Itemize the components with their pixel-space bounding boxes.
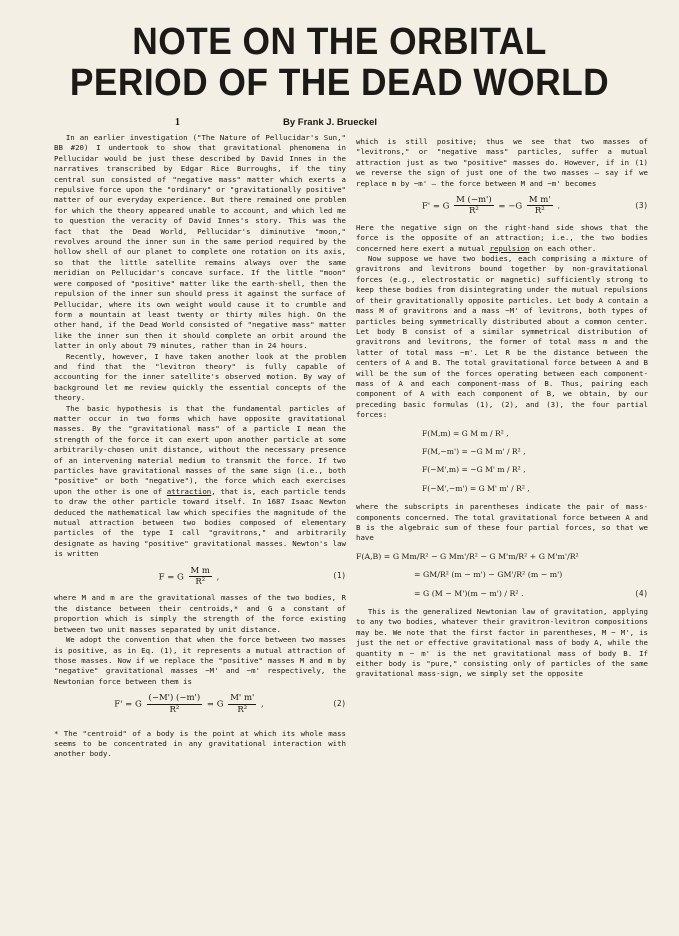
left-column	[54, 133, 346, 760]
article-title	[24, 22, 655, 104]
paragraph: This is the generalized Newtonian law of gravitation, applying to any two bodies, whatever their gravitron-levitron compositions may be. We note that the first factor in parentheses, M − M', is just the net or effective gravitational mass of body A, while the quantity m − m' is the net gravitational mass of body B. If either body is "pure," consisting only of particles of the same gravitational mass-sign, we simply set the opposite	[356, 607, 648, 679]
equation-1: F = G $\frac{\text{M m}}{\text{R²}}$ , (1)	[158, 565, 346, 588]
paragraph: Recently, however, I have taken another look at the problem and find that the "levitron theory" is fully capable of accounting for the inner satellite's observed motion. By way of background let me review quickly the essential concepts of the theory.	[54, 351, 346, 403]
numerator: M m	[190, 565, 210, 576]
equation-3: F' = G $\frac{M (-m')}{\text{R²}}$ = −G $\frac{\text{M m'}}{\text{R²}}$ . (3)	[421, 195, 648, 217]
denominator: R²	[534, 206, 545, 217]
numerator: M m'	[528, 195, 551, 206]
emphasis-repulsion: repulsion	[489, 243, 530, 253]
paragraph: Now suppose we have two bodies, each comprising a mixture of gravitrons and levitrons bound together by non-gravitational forces (e.g., electrostatic or magnetic) sufficiently strong to keep these bodies from disintegrating under the mutual repulsions of their gravitationally opposite particles. Let body A contain a mass M of gravitrons and a mass −M' of levitrons, both types of particles being symmetrically distributed about a common center. Let body B consist of a similar symmetrical distribution of gravitrons and levitrons, the former of total mass m and the latter of total mass −m'. Let R be the distance between the centers of A and B. The total gravitational force between A and B will be the sum of the forces operating between each component-mass of A and each component-mass of B. Thus, pairing each component of A with each component of B, we obtain, by our preceding basic formulas (1), (2), and (3), the four partial forces:	[356, 254, 648, 420]
footnote: * The "centroid" of a body is the point at which its whole mass seems to be concentrated in any gravitational interaction with another body.	[54, 728, 346, 759]
numerator: (−M') (−m')	[148, 693, 201, 704]
eq-mid: = G	[206, 699, 224, 710]
eq-lhs: F' = G	[421, 201, 450, 212]
equation-2: F' = G $\frac{(-M') (-m')}{\text{R²}}$ = G $\frac{M' m'}{\text{R²}}$ , (2)	[114, 693, 346, 715]
partial-force-1: F(M,m) = G M m / R² ,	[422, 428, 509, 438]
paragraph: which is still positive; thus we see that two masses of "levitrons," or "negative mass" particles, suffer a mutual attraction just as two "positive" masses do. However, if in (1) we reverse the sign of just one of the two masses — say if we replace m by −m' — the force between M and −m' becomes	[356, 137, 648, 188]
text-run: , that is, each particle tends to draw the other particle toward itself. In 1687 Isaac Newton deduced the mathematical law which specifies the magnitude of the mutual attraction between two bodies composed of elementary particles of the type I call "gravitrons," and arbitrarily designate as having "positive" gravitational masses. Newton's law is written	[54, 486, 346, 559]
partial-force-4: F(−M',−m') = G M' m' / R² ,	[422, 483, 530, 493]
eq-lhs: F' = G	[114, 699, 142, 710]
partial-forces-list	[422, 429, 648, 495]
numerator: M' m'	[230, 693, 255, 704]
fraction	[147, 693, 203, 715]
paragraph: In an earlier investigation ("The Nature of Pellucidar's Sun," BB #20) I undertook to show that gravitational phenomena in Pellucidar would be just these described by David Innes in the narratives transcribed by Edgar Rice Burroughs, if the tiny central sun consisted of "negative mass" matter which exerts a repulsive force upon the "ordinary" or "gravitationally positive" matter of our everyday experience. But there remained one problem for which the theory appeared unable to account, and which led me to question the veracity of David Innes's story. This was the fact that the Dead World, Pellucidar's diminutive "moon," revolves around the inner sun in the same period required by the hollow shell of our planet to complete one rotation on its axis, so that the little satellite remains always over the same meridian on Pellucidar's concave surface. If the little "moon" were composed of "positive" matter like the earth-shell, then the repulsion of the inner sun should press it against the surface of Pellucidar, where its own weight would cause it to crumble and form a mountain at least twenty or thirty miles high. On the other hand, if the Dead World consisted of "negative mass" matter like the inner sun then it should complete an orbit around the latter in only about 79 minutes, rather than in 24 hours.	[54, 133, 346, 351]
page-number: 1	[175, 117, 180, 128]
byline: By Frank J. Brueckel	[283, 117, 377, 128]
text-run: The basic hypothesis is that the fundamental particles of matter occur in two forms which have opposite gravitational masses. By the "gravitational mass" of a particle I mean the strength of the force it can exert upon another particle at some arbitrarily-chosen unit distance, without the necessary presence of an intervening material medium to transmit the force. If two particles have gravitational masses of the same sign (i.e., both "positive" or both "negative"), the force which each exercises upon the other is one of	[54, 403, 346, 496]
paragraph: where the subscripts in parentheses indicate the pair of mass-components concerned. The total gravitational force between A and B is the algebraic sum of these four partial forces, so that we have	[356, 502, 648, 543]
equation-label: (1)	[332, 571, 346, 581]
emphasis-attraction: attraction	[166, 486, 212, 496]
text-run: on each other.	[534, 243, 597, 253]
fraction	[189, 566, 212, 588]
paragraph: where M and m are the gravitational masses of the two bodies, R the distance between their centroids,* and G a constant of proportion which is simply the strength of the force existing between two unit masses separated by unit distance.	[54, 593, 346, 634]
partial-force-3: F(−M',m) = −G M' m / R² ,	[422, 465, 526, 475]
eq-lhs: F = G	[158, 572, 184, 583]
equation-4	[356, 552, 648, 599]
eq4-line-1: F(A,B) = G Mm/R² − G Mm'/R² − G M'm/R² + G M'm'/R²	[356, 551, 579, 561]
right-column	[356, 137, 648, 680]
denominator: R²	[237, 704, 248, 715]
title-line-2: PERIOD OF THE DEAD WORLD	[69, 62, 610, 104]
fraction	[228, 693, 256, 715]
fraction	[454, 195, 494, 217]
denominator: R²	[195, 577, 206, 588]
denominator: R²	[169, 704, 180, 715]
numerator: M (−m')	[456, 195, 492, 206]
paragraph: We adopt the convention that when the force between two masses is positive, as in Eq. (1), it represents a mutual attraction of those masses. Now if we replace the "positive" masses M and m by "negative" gravitational masses −M' and −m' respectively, the Newtonian force between them is	[54, 635, 346, 686]
equation-label: (2)	[332, 698, 346, 708]
title-line-1: NOTE ON THE ORBITAL	[132, 21, 547, 63]
eq4-line-3-row	[414, 589, 648, 599]
eq-mid: = −G	[498, 201, 523, 212]
equation-label: (4)	[634, 588, 648, 598]
paragraph	[356, 223, 648, 254]
text-run: Here the negative sign on the right-hand side shows that the force is the opposite of an attraction; i.e., the two bodies concerned here exert a mutual	[356, 222, 648, 253]
fraction	[527, 195, 553, 217]
equation-label: (3)	[634, 200, 648, 210]
partial-force-2: F(M,−m') = −G M m' / R² ,	[422, 446, 526, 456]
eq4-line-2: = GM/R² (m − m') − GM'/R² (m − m')	[414, 570, 563, 580]
denominator: R²	[469, 206, 479, 217]
paragraph	[54, 404, 346, 560]
eq4-line-3: = G (M − M')(m − m') / R² .	[414, 588, 524, 598]
